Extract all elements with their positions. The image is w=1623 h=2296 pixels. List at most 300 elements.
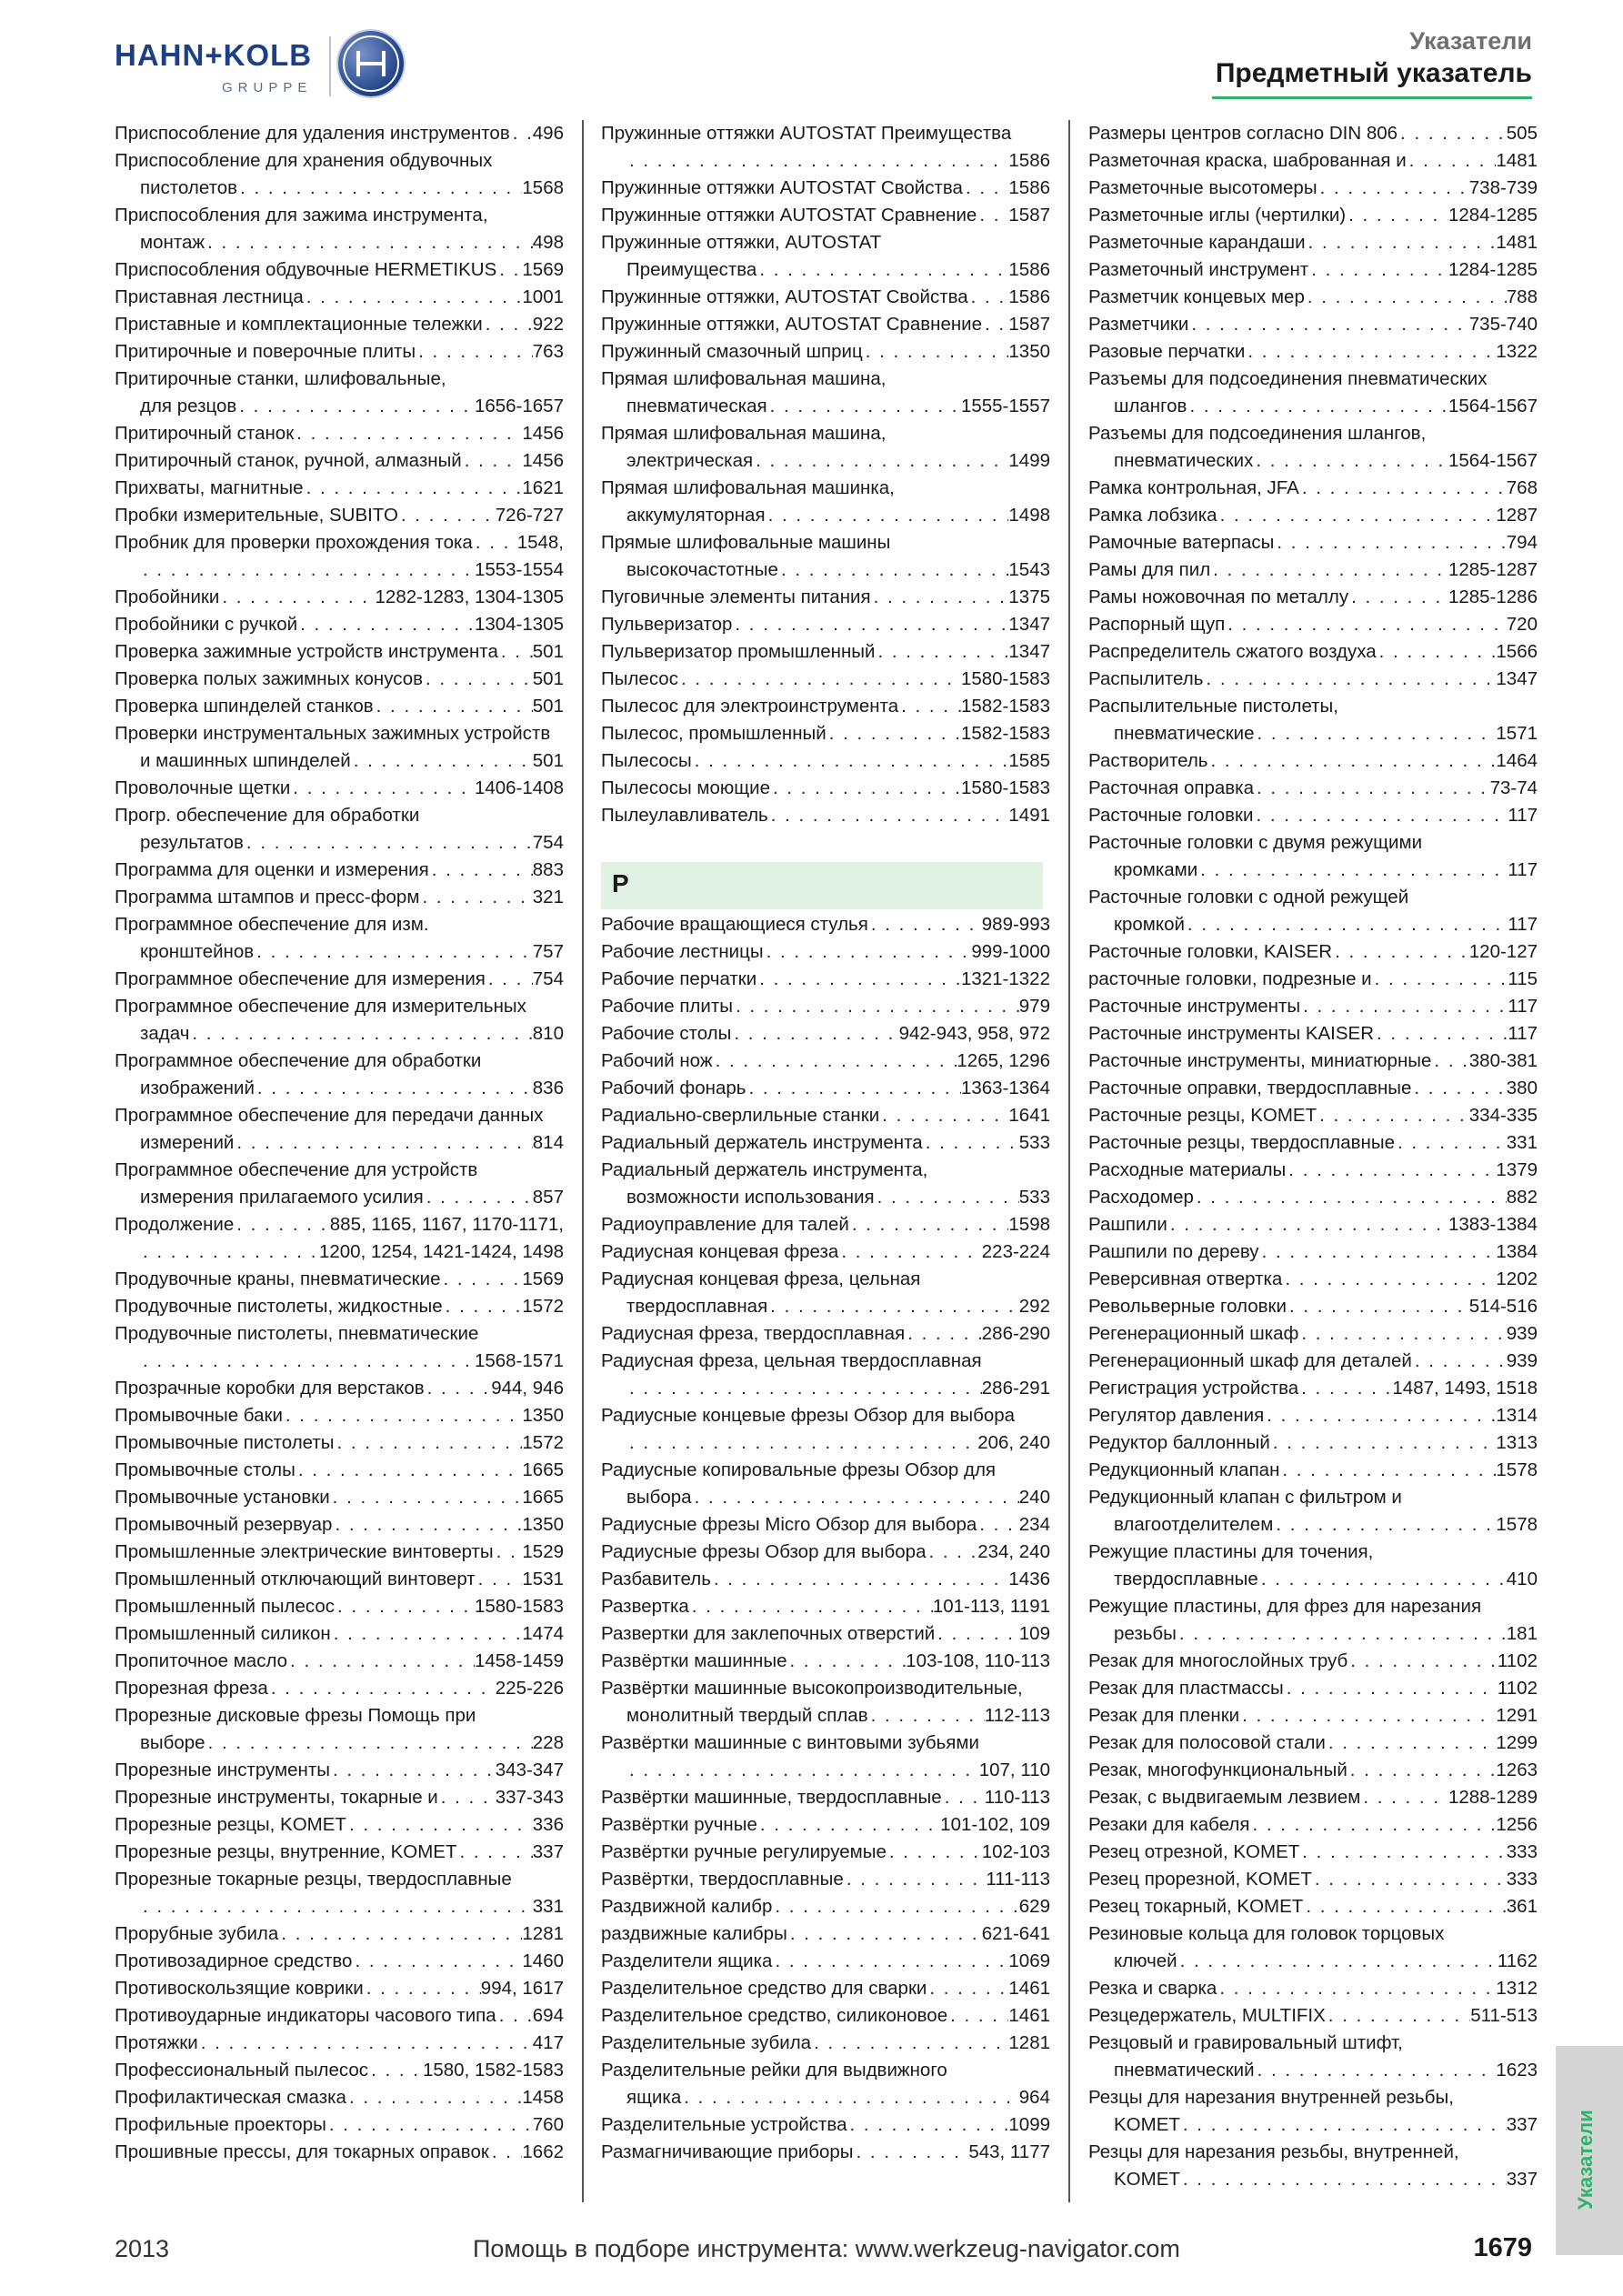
entry-term: Растворитель [1088,750,1208,771]
index-entry [601,1948,1050,1975]
entry-page-ref[interactable]: 1256 [1496,1814,1538,1835]
index-entry [601,2002,1050,2030]
entry-page-ref[interactable]: 511-513 [1470,2005,1538,2026]
entry-page-ref[interactable]: 1304-1305 [474,614,564,635]
entry-page-ref[interactable]: 234, 240 [977,1541,1050,1562]
leader-dots [476,1566,523,1593]
leader-dots [1249,1811,1496,1839]
leader-dots [692,747,1009,775]
leader-dots [764,938,972,966]
index-entry [601,1484,1050,1511]
entry-term: Режущие пластины для точения, [1088,1541,1374,1562]
entry-page-ref[interactable]: 380 [1506,1078,1538,1098]
leader-dots [294,420,522,447]
index-entry [1088,147,1538,175]
entry-page-ref[interactable]: 543, 1177 [968,2141,1050,2162]
entry-page-ref[interactable]: 1548, [516,532,564,553]
entry-page-ref[interactable]: 1363-1364 [960,1078,1050,1098]
entry-page-ref[interactable]: 1586 [1008,286,1050,307]
entry-term: Промышленный силикон [115,1623,331,1644]
entry-page-ref[interactable]: 1284-1285 [1448,259,1538,280]
entry-page-ref[interactable]: 1281 [522,1923,564,1944]
leader-dots [756,966,961,993]
entry-page-ref[interactable]: 533 [1018,1132,1050,1153]
leader-dots [236,393,475,420]
entry-page-ref[interactable]: 1580-1583 [474,1596,564,1617]
entry-page-ref[interactable]: 380-381 [1468,1050,1538,1071]
index-spacer [601,829,1050,857]
leader-dots [443,1293,523,1320]
entry-page-ref[interactable]: 361 [1506,1896,1538,1917]
entry-term: Расточные инструменты, миниатюрные [1088,1050,1432,1071]
entry-page-ref[interactable]: 337 [532,1841,564,1862]
leader-dots [767,393,961,420]
entry-term: Рабочий фонарь [601,1078,746,1098]
entry-page-ref[interactable]: 109 [1018,1623,1050,1644]
entry-page-ref[interactable]: 1474 [522,1623,564,1644]
entry-page-ref[interactable]: 1350 [522,1514,564,1535]
entry-term: Прямая шлифовальная машина, [601,423,887,444]
entry-page-ref[interactable]: 738-739 [1468,177,1538,198]
index-entry [1088,1975,1538,2002]
entry-page-ref[interactable]: 505 [1506,123,1538,144]
entry-page-ref[interactable]: 1529 [522,1541,564,1562]
entry-page-ref[interactable]: 206, 240 [977,1432,1050,1453]
entry-term: Притирочный станок [115,423,295,444]
entry-page-ref[interactable]: 726-727 [495,505,564,526]
index-entry [1088,884,1538,911]
entry-page-ref[interactable]: 1291 [1496,1705,1538,1726]
leader-dots [351,747,533,775]
entry-page-ref[interactable]: 292 [1018,1296,1050,1317]
entry-page-ref[interactable]: 1464 [1496,750,1538,771]
entry-page-ref[interactable]: 999-1000 [971,941,1050,962]
entry-page-ref[interactable]: 994, 1617 [480,1978,564,1999]
entry-page-ref[interactable]: 1350 [1008,341,1050,362]
entry-page-ref[interactable]: 101-113, 1191 [932,1596,1050,1617]
entry-page-ref[interactable]: 629 [1018,1896,1050,1917]
index-entry [601,1920,1050,1948]
entry-term: шлангов [1114,396,1187,416]
entry-page-ref[interactable]: 857 [532,1187,564,1208]
entry-page-ref[interactable]: 1587 [1008,314,1050,335]
index-entry [1088,747,1538,775]
entry-page-ref[interactable]: 337 [1506,2169,1538,2190]
entry-page-ref[interactable]: 1665 [522,1487,564,1508]
entry-page-ref[interactable]: 1383-1384 [1448,1214,1538,1235]
entry-page-ref[interactable]: 1586 [1008,177,1050,198]
entry-page-ref[interactable]: 1406-1408 [474,777,564,798]
leader-dots [424,1184,533,1211]
entry-page-ref[interactable]: 1531 [522,1569,564,1589]
entry-page-ref[interactable]: 1281 [1008,2032,1050,2053]
entry-page-ref[interactable]: 1456 [522,450,564,471]
entry-page-ref[interactable]: 1580-1583 [960,668,1050,689]
entry-page-ref[interactable]: 1481 [1496,232,1538,253]
index-entry [601,966,1050,993]
entry-page-ref[interactable]: 223-224 [981,1241,1050,1262]
entry-page-ref[interactable]: 117 [1508,1023,1538,1044]
index-entry [601,802,1050,829]
entry-page-ref[interactable]: 1491 [1008,805,1050,826]
entry-page-ref[interactable]: 1656-1657 [474,396,564,416]
leader-dots [1347,1757,1497,1784]
side-index-tab[interactable] [1556,2046,1623,2255]
entry-page-ref[interactable]: 1347 [1496,668,1538,689]
entry-page-ref[interactable]: 103-108, 110-113 [906,1650,1050,1671]
entry-page-ref[interactable]: 1458-1459 [474,1650,564,1671]
entry-page-ref[interactable]: 331 [1506,1132,1538,1153]
entry-page-ref[interactable]: 1436 [1008,1569,1050,1589]
entry-term: раздвижные калибры [601,1923,787,1944]
index-entry [1088,2084,1538,2111]
entry-page-ref[interactable]: 754 [532,832,564,853]
entry-page-ref[interactable]: 496 [532,123,564,144]
index-entry [115,938,564,966]
entry-page-ref[interactable]: 757 [532,941,564,962]
leader-dots [234,1129,532,1157]
entry-page-ref[interactable]: 1572 [522,1296,564,1317]
entry-page-ref[interactable]: 102-103 [981,1841,1050,1862]
index-entry [115,611,564,638]
leader-dots [1377,638,1497,666]
entry-term: Резцовый и гравировальный штифт, [1088,2032,1403,2053]
section-letter-header [601,862,1043,909]
entry-page-ref[interactable]: 1456 [522,423,564,444]
entry-page-ref[interactable]: 1571 [1496,723,1538,744]
entry-page-ref[interactable]: 111-113 [986,1869,1050,1890]
entry-page-ref[interactable]: 117 [1508,805,1538,826]
entry-term: Прорезные дисковые фрезы Помощь при [115,1705,476,1726]
entry-page-ref[interactable]: 1001 [522,286,564,307]
entry-page-ref[interactable]: 1099 [1008,2114,1050,2135]
entry-page-ref[interactable]: 1498 [1008,505,1050,526]
entry-page-ref[interactable]: 788 [1506,286,1538,307]
entry-page-ref[interactable]: 1564-1567 [1448,450,1538,471]
entry-page-ref[interactable]: 1555-1557 [960,396,1050,416]
entry-page-ref[interactable]: 1458 [522,2087,564,2108]
index-entry [1088,1157,1538,1184]
entry-term: Пружинные оттяжки AUTOSTAT Преимущества [601,123,1012,144]
entry-term: Распределитель сжатого воздуха [1088,641,1377,662]
entry-term: Режущие пластины, для фрез для нарезания [1088,1596,1482,1617]
entry-page-ref[interactable]: 621-641 [981,1923,1050,1944]
entry-page-ref[interactable]: 514-516 [1468,1296,1538,1317]
leader-dots [237,175,522,202]
leader-dots [1197,857,1508,884]
index-entry [115,256,564,284]
entry-page-ref[interactable]: 1578 [1496,1514,1538,1535]
entry-page-ref[interactable]: 286-291 [981,1378,1050,1399]
entry-page-ref[interactable]: 1568 [522,177,564,198]
entry-page-ref[interactable]: 694 [532,2005,564,2026]
leader-dots [1255,2057,1497,2084]
entry-page-ref[interactable]: 501 [532,696,564,717]
entry-page-ref[interactable]: 1313 [1496,1432,1538,1453]
entry-page-ref[interactable]: 501 [532,750,564,771]
entry-page-ref[interactable]: 1543 [1008,559,1050,580]
entry-term: Резец токарный, KOMET [1088,1896,1304,1917]
entry-page-ref[interactable]: 112-113 [984,1705,1050,1726]
entry-page-ref[interactable]: 1265, 1296 [957,1050,1050,1071]
footer-website[interactable]: Помощь в подборе инструмента: www.werkzeug-navigator.com [473,2235,1180,2262]
entry-term: Радиусные концевые фрезы Обзор для выбора [601,1405,1016,1426]
entry-page-ref[interactable]: 720 [1506,614,1538,635]
index-entry [115,666,564,693]
index-entry [1088,2030,1538,2057]
entry-term: Прямая шлифовальная машина, [601,368,887,389]
entry-page-ref[interactable]: 794 [1506,532,1538,553]
entry-page-ref[interactable]: 1587 [1008,205,1050,226]
entry-page-ref[interactable]: 1202 [1496,1268,1538,1289]
leader-dots [219,584,375,611]
entry-page-ref[interactable]: 1665 [522,1459,564,1480]
entry-page-ref[interactable]: 1586 [1008,150,1050,171]
index-column-3 [1088,120,1538,2193]
leader-dots [1194,1184,1507,1211]
entry-page-ref[interactable]: 73-74 [1489,777,1538,798]
entry-page-ref[interactable]: 1621 [522,477,564,498]
index-entry [1088,1839,1538,1866]
entry-page-ref[interactable]: 763 [532,341,564,362]
entry-page-ref[interactable]: 120-127 [1468,941,1538,962]
entry-page-ref[interactable]: 939 [1506,1323,1538,1344]
entry-page-ref[interactable]: 1321-1322 [960,968,1050,989]
entry-page-ref[interactable]: 1200, 1254, 1421-1424, 1498 [318,1241,564,1262]
entry-page-ref[interactable]: 882 [1506,1187,1538,1208]
entry-page-ref[interactable]: 336 [532,1814,564,1835]
index-entry [1088,1648,1538,1675]
leader-dots [473,529,517,556]
entry-page-ref[interactable]: 240 [1018,1487,1050,1508]
leader-dots [498,638,533,666]
entry-page-ref[interactable]: 110-113 [984,1787,1050,1808]
entry-page-ref[interactable]: 1572 [522,1432,564,1453]
entry-page-ref[interactable]: 334-335 [1468,1105,1538,1126]
leader-dots [440,1266,522,1293]
entry-page-ref[interactable]: 1585 [1008,750,1050,771]
entry-page-ref[interactable]: 1350 [522,1405,564,1426]
entry-page-ref[interactable]: 501 [532,641,564,662]
entry-page-ref[interactable]: 735-740 [1468,314,1538,335]
entry-term: Рамка контрольная, JFA [1088,477,1299,498]
leader-dots [854,2139,969,2166]
entry-page-ref[interactable]: 115 [1508,968,1538,989]
entry-page-ref[interactable]: 225-226 [495,1678,564,1699]
entry-page-ref[interactable]: 1375 [1008,587,1050,607]
leader-dots [326,2111,533,2139]
entry-page-ref[interactable]: 117 [1508,859,1538,880]
entry-page-ref[interactable]: 181 [1506,1623,1538,1644]
entry-page-ref[interactable]: 1102 [1497,1678,1538,1699]
leader-dots [1395,1129,1507,1157]
entry-term: Прорезные инструменты, токарные и [115,1787,438,1808]
leader-dots [352,1948,522,1975]
index-entry [1088,1511,1538,1539]
index-entry [601,693,1050,720]
entry-page-ref[interactable]: 331 [532,1896,564,1917]
entry-page-ref[interactable]: 1623 [1496,2060,1538,2080]
entry-page-ref[interactable]: 343-347 [495,1760,564,1780]
entry-page-ref[interactable]: 501 [532,668,564,689]
entry-page-ref[interactable]: 1569 [522,1268,564,1289]
entry-page-ref[interactable]: 939 [1506,1350,1538,1371]
entry-page-ref[interactable]: 1487, 1493, 1518 [1392,1378,1538,1399]
entry-page-ref[interactable]: 1299 [1496,1732,1538,1753]
leader-dots [494,1539,523,1566]
entry-page-ref[interactable]: 1162 [1497,1950,1538,1971]
leader-dots [1167,1211,1448,1238]
leader-dots [1187,393,1448,420]
entry-page-ref[interactable]: 810 [532,1023,564,1044]
entry-page-ref[interactable]: 814 [532,1132,564,1153]
entry-page-ref[interactable]: 117 [1508,996,1538,1017]
index-entry [601,1402,1050,1429]
entry-page-ref[interactable]: 1285-1286 [1448,587,1538,607]
entry-page-ref[interactable]: 1287 [1496,505,1538,526]
index-entry [601,1730,1050,1757]
leader-dots [1177,1948,1498,1975]
entry-page-ref[interactable]: 944, 946 [491,1378,564,1399]
entry-page-ref[interactable]: 1580, 1582-1583 [422,2060,564,2080]
entry-page-ref[interactable]: 760 [532,2114,564,2135]
entry-page-ref[interactable]: 768 [1506,477,1538,498]
leader-dots [1348,584,1448,611]
entry-page-ref[interactable]: 234 [1018,1514,1050,1535]
entry-page-ref[interactable]: 498 [532,232,564,253]
entry-page-ref[interactable]: 1499 [1008,450,1050,471]
entry-page-ref[interactable]: 1582-1583 [960,696,1050,717]
entry-page-ref[interactable]: 922 [532,314,564,335]
leader-dots [887,1839,982,1866]
entry-term: Рашпили [1088,1214,1167,1235]
index-entry [1088,1566,1538,1593]
column-divider [1068,120,1070,2202]
entry-page-ref[interactable]: 1568-1571 [474,1350,564,1371]
entry-term: Развёртки машинные [601,1650,787,1671]
entry-term: Прихваты, магнитные [115,477,304,498]
entry-page-ref[interactable]: 989-993 [981,914,1050,935]
entry-term: Раздвижной калибр [601,1896,773,1917]
entry-page-ref[interactable]: 333 [1506,1869,1538,1890]
entry-page-ref[interactable]: 337-343 [495,1787,564,1808]
entry-page-ref[interactable]: 533 [1018,1187,1050,1208]
entry-page-ref[interactable]: 1580-1583 [960,777,1050,798]
entry-page-ref[interactable]: 1312 [1496,1978,1538,1999]
entry-page-ref[interactable]: 1314 [1496,1405,1538,1426]
entry-page-ref[interactable]: 1460 [522,1950,564,1971]
leader-dots [438,1784,496,1811]
index-entry [601,1457,1050,1484]
entry-page-ref[interactable]: 942-943, 958, 972 [898,1023,1050,1044]
entry-term: Резка и сварка [1088,1978,1217,1999]
leader-dots [868,1702,985,1730]
entry-page-ref[interactable]: 1285-1287 [1448,559,1538,580]
entry-page-ref[interactable]: 1564-1567 [1448,396,1538,416]
entry-page-ref[interactable]: 1263 [1496,1760,1538,1780]
index-entry [1088,475,1538,502]
entry-page-ref[interactable]: 1461 [1008,1978,1050,1999]
index-entry [601,666,1050,693]
entry-page-ref[interactable]: 117 [1508,914,1538,935]
entry-page-ref[interactable]: 1481 [1496,150,1538,171]
entry-page-ref[interactable]: 754 [532,968,564,989]
leader-dots [254,938,533,966]
entry-page-ref[interactable]: 410 [1506,1569,1538,1589]
entry-page-ref[interactable]: 1586 [1008,259,1050,280]
entry-term: Развёртки машинные с винтовыми зубьями [601,1732,979,1753]
entry-page-ref[interactable]: 1461 [1008,2005,1050,2026]
entry-page-ref[interactable]: 101-102, 109 [940,1814,1050,1835]
entry-page-ref[interactable]: 1598 [1008,1214,1050,1235]
entry-page-ref[interactable]: 333 [1506,1841,1538,1862]
entry-page-ref[interactable]: 1322 [1496,341,1538,362]
index-entry [601,502,1050,529]
entry-page-ref[interactable]: 836 [532,1078,564,1098]
entry-page-ref[interactable]: 1582-1583 [960,723,1050,744]
entry-page-ref[interactable]: 1288-1289 [1448,1787,1538,1808]
entry-page-ref[interactable]: 1384 [1496,1241,1538,1262]
entry-page-ref[interactable]: 1102 [1497,1650,1538,1671]
leader-dots [398,502,496,529]
leader-dots [423,666,533,693]
entry-page-ref[interactable]: 321 [532,887,564,907]
entry-page-ref[interactable]: 885, 1165, 1167, 1170-1171, [329,1214,564,1235]
entry-page-ref[interactable]: 964 [1018,2087,1050,2108]
entry-page-ref[interactable]: 1347 [1008,614,1050,635]
index-entry [601,1129,1050,1157]
index-entry [601,2084,1050,2111]
entry-page-ref[interactable]: 1569 [522,259,564,280]
entry-term: Противоскользящие коврики [115,1978,364,1999]
leader-dots [462,447,523,475]
entry-page-ref[interactable]: 1282-1283, 1304-1305 [375,587,564,607]
index-entry [1088,1484,1538,1511]
entry-page-ref[interactable]: 1347 [1008,641,1050,662]
entry-page-ref[interactable]: 228 [532,1732,564,1753]
index-entry [601,1075,1050,1102]
entry-page-ref[interactable]: 1069 [1008,1950,1050,1971]
index-entry [1088,256,1538,284]
leader-dots [140,556,475,584]
index-entry [115,529,564,556]
index-entry [601,611,1050,638]
entry-page-ref[interactable]: 979 [1018,996,1050,1017]
entry-term: Разделители ящика [601,1950,773,1971]
entry-page-ref[interactable]: 1662 [522,2141,564,2162]
entry-page-ref[interactable]: 417 [532,2032,564,2053]
entry-page-ref[interactable]: 1553-1554 [474,559,564,580]
entry-page-ref[interactable]: 107, 110 [978,1760,1050,1780]
entry-term: Рабочие плиты [601,996,733,1017]
entry-page-ref[interactable]: 1284-1285 [1448,205,1538,226]
entry-page-ref[interactable]: 1578 [1496,1459,1538,1480]
entry-term: Редукционный клапан [1088,1459,1280,1480]
entry-page-ref[interactable]: 286-290 [981,1323,1050,1344]
entry-page-ref[interactable]: 337 [1506,2114,1538,2135]
entry-term: Разметочная краска, шаброванная и [1088,150,1407,171]
entry-page-ref[interactable]: 1379 [1496,1159,1538,1180]
leader-dots [778,556,1008,584]
entry-page-ref[interactable]: 883 [532,859,564,880]
entry-term: Приспособления обдувочные HERMETIKUS [115,259,497,280]
index-entry [601,1975,1050,2002]
entry-term: Пружинные оттяжки, AUTOSTAT Сравнение [601,314,983,335]
leader-dots [849,1211,1009,1238]
entry-page-ref[interactable]: 1566 [1496,641,1538,662]
index-column-1 [115,120,564,2166]
entry-page-ref[interactable]: 1641 [1008,1105,1050,1126]
